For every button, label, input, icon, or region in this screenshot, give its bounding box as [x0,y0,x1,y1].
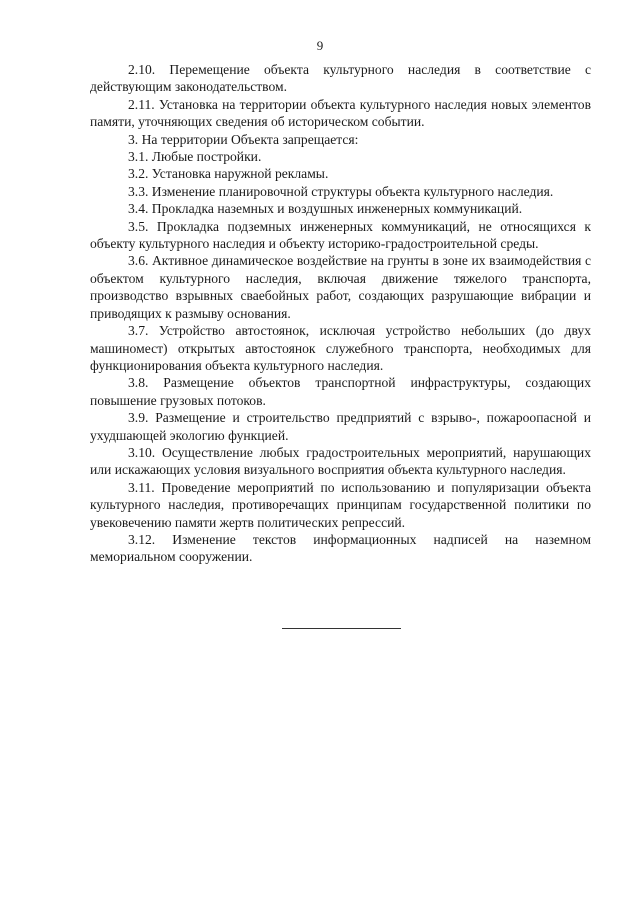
document-body [90,61,591,566]
closing-divider [282,628,401,629]
paragraph-2-10: 2.10. Перемещение объекта культурного наследия в соответствие с действующим законодательством. [90,62,591,95]
paragraph-3-8: 3.8. Размещение объектов транспортной инфраструктуры, создающих повышение грузовых потоков. [90,375,591,408]
paragraph-3-5: 3.5. Прокладка подземных инженерных коммуникаций, не относящихся к объекту культурного наследия и объекту историко-градостроительной среды. [90,218,591,252]
paragraph-3-7: 3.7. Устройство автостоянок, исключая устройство небольших (до двух машиномест) открытых автостоянок служебного транспорта, необходимых для функционирования объекта культурного наследия. [90,323,591,373]
page-number: 9 [316,38,324,53]
paragraph-3-12: 3.12. Изменение текстов информационных надписей на наземном мемориальном сооружении. [90,531,591,565]
paragraph-2-11: 2.11. Установка на территории объекта культурного наследия новых элементов памяти, уточняющих сведения об историческом событии. [90,96,591,130]
paragraph-3-9: 3.9. Размещение и строительство предприятий с взрыво-, пожароопасной и ухудшающей экологию функцией. [90,410,591,443]
paragraph-3-1: 3.1. Любые постройки. [128,149,262,165]
paragraph-3-heading: 3. На территории Объекта запрещается: [128,131,359,147]
paragraph-3-3: 3.3. Изменение планировочной структуры объекта культурного наследия. [128,183,554,199]
paragraph-3-4: 3.4. Прокладка наземных и воздушных инженерных коммуникаций. [128,201,523,217]
paragraph-3-11: 3.11. Проведение мероприятий по использованию и популяризации объекта культурного наследия, противоречащих принципам государственной политики по увековечению памяти жертв политических репрессий. [90,479,591,530]
paragraph-3-6: 3.6. Активное динамическое воздействие на грунты в зоне их взаимодействия с объектом культурного наследия, включая движение тяжелого транспорта, производство взрывных сваебойных работ, создающих разрушающие вибрации и приводящих к размыву основания. [90,253,591,321]
paragraph-3-2: 3.2. Установка наружной рекламы. [128,166,329,182]
paragraph-3-10: 3.10. Осуществление любых градостроительных мероприятий, нарушающих или искажающих условия визуального восприятия объекта культурного наследия. [90,444,591,478]
